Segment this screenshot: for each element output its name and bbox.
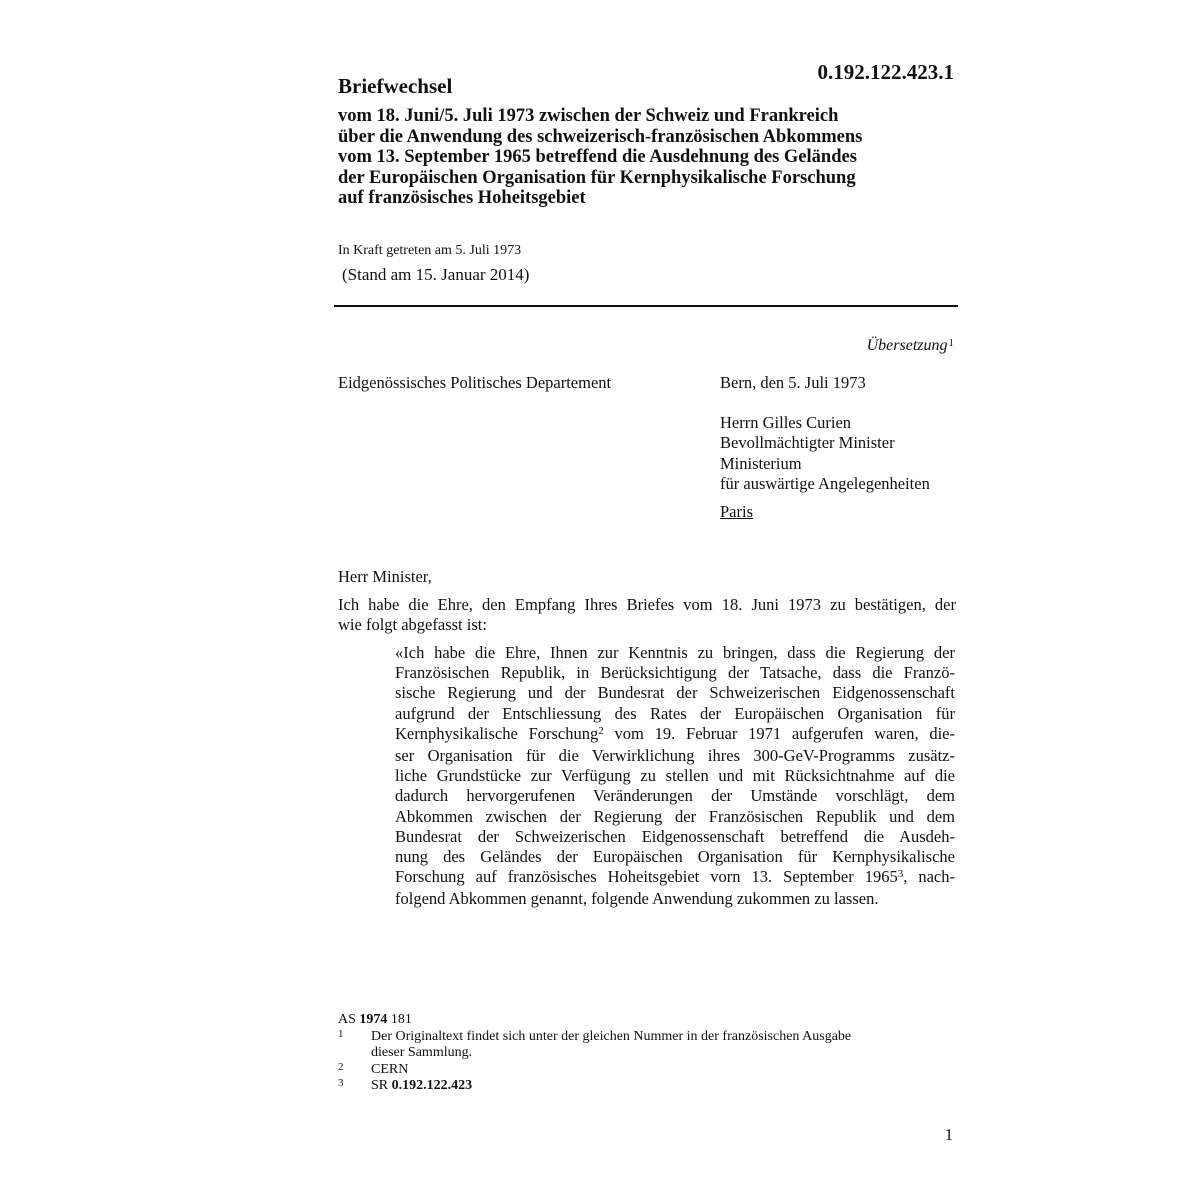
quote-line: Bundesrat der Schweizerischen Eidgenossenschaft betreffend die Ausdeh- [395,826,955,846]
quote-line: folgend Abkommen genannt, folgende Anwendung zukommen zu lassen. [395,889,879,909]
subtitle-line: vom 18. Juni/5. Juli 1973 zwischen der Schweiz und Frankreich [338,106,839,126]
quote-line: dadurch hervorgerufenen Veränderungen der Umstände vorschlägt, dem [395,786,955,806]
quote-line [395,867,955,889]
quote-line: liche Grundstücke zur Verfügung zu stellen und mit Rücksichtnahme auf die [395,766,955,786]
footnote-line: CERN [371,1061,409,1077]
footnote-line: Der Originaltext findet sich unter der gleichen Nummer in der französischen Ausgabe [371,1028,852,1044]
recipient-line: Ministerium [720,453,802,473]
letter-place-date: Bern, den 5. Juli 1973 [720,373,866,392]
recipient-city: Paris [720,502,753,521]
translation-text: Übersetzung [866,337,948,354]
letter-salutation: Herr Minister, [338,567,432,586]
letter-sender: Eidgenössisches Politisches Departement [338,373,612,392]
footnote-line: dieser Sammlung. [371,1045,473,1060]
footnote-mark: 3 [338,1077,344,1089]
footnote-ref-2[interactable]: 2 [598,724,604,737]
sr-number: 0.192.122.423 [391,1078,473,1093]
quote-text: Forschung auf französisches Hoheitsgebiet vorn 13. September 1965 [395,867,898,887]
intro-line: Ich habe die Ehre, den Empfang Ihres Briefes vom 18. Juni 1973 zu bestätigen, der [338,595,956,614]
subtitle-line: auf französisches Hoheitsgebiet [338,188,586,208]
quote-line [395,724,955,746]
subtitle-line: über die Anwendung des schweizerisch-französischen Abkommens [338,126,863,147]
footnote-1 [338,1029,958,1062]
subtitle-line: vom 13. September 1965 betreffend die Ausdehnung des Geländes [338,147,857,167]
quote-line: sische Regierung und der Bundesrat der Schweizerischen Eidgenossenschaft [395,683,955,703]
page-number: 1 [944,1125,953,1144]
footnote-line [371,1078,958,1095]
quote-line: aufgrund der Entschliessung des Rates der Europäischen Organisation für [395,703,955,723]
quote-text: , nach- [903,867,955,887]
quote-line: Französischen Republik, in Berücksichtigung der Tatsache, dass die Franzö- [395,663,955,683]
footnote-mark: 1 [338,1027,344,1040]
header-divider [334,305,958,307]
in-force-date: In Kraft getreten am 5. Juli 1973 [338,243,522,258]
as-year: 1974 [359,1012,388,1027]
footnote-ref-1[interactable]: 1 [948,337,954,349]
quoted-letter [395,643,955,910]
letter-recipient [720,413,930,494]
quote-line: «Ich habe die Ehre, Ihnen zur Kenntnis zu bringen, dass die Regierung der [395,643,955,662]
recipient-line: Herrn Gilles Curien [720,413,852,432]
footnote-ref-3[interactable]: 3 [897,868,904,881]
official-collection-reference [338,1012,958,1029]
translation-label [867,337,954,355]
document-number: 0.192.122.423.1 [817,60,954,84]
quote-text: vom 19. Februar 1971 aufgerufen waren, die- [603,723,956,743]
intro-line: wie folgt abgefasst ist: [338,615,487,634]
footnote-3 [338,1078,958,1095]
status-date: (Stand am 15. Januar 2014) [342,265,530,284]
recipient-line: für auswärtige Angelegenheiten [720,473,930,493]
recipient-line: Bevollmächtigter Minister [720,433,895,453]
document-subtitle [338,106,938,209]
quote-line: Abkommen zwischen der Regierung der Französischen Republik und dem [395,806,955,826]
quote-text: Kernphysikalische Forschung [395,723,599,743]
as-page: 181 [387,1012,412,1027]
letter-intro [338,595,956,635]
footnote-mark: 2 [338,1060,344,1073]
sr-prefix: SR [371,1078,392,1093]
as-prefix: AS [338,1012,360,1027]
document-title: Briefwechsel [338,74,453,98]
quote-line: ser Organisation für die Verwirklichung ihres 300-GeV-Programms zusätz- [395,746,955,766]
quote-line: nung des Geländes der Europäischen Organisation für Kernphysikalische [395,847,955,867]
subtitle-line: der Europäischen Organisation für Kernphysikalische Forschung [338,167,856,188]
footnotes [338,1012,958,1095]
footnote-2 [338,1062,958,1079]
